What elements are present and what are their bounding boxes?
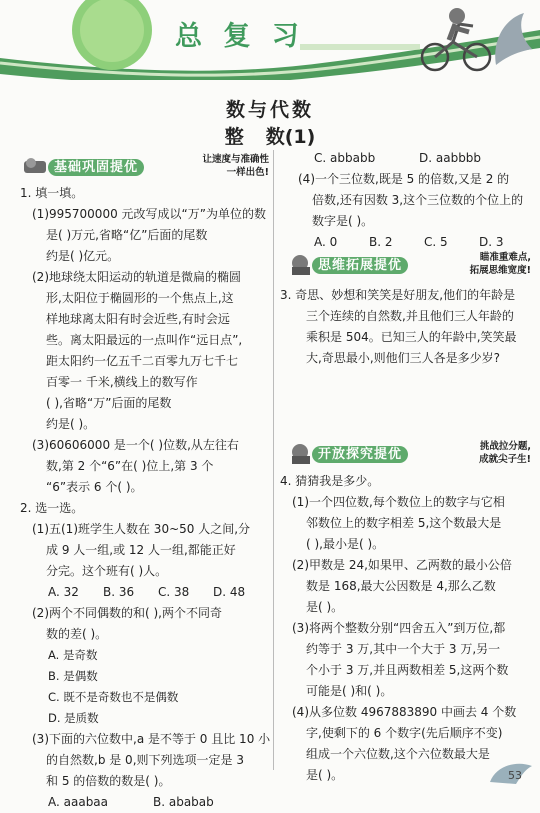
text-line: 样地球离太阳有时会近些,有时会远 — [46, 312, 230, 326]
text-line: 字,使剩下的 6 个数字(先后顺序不变) — [306, 726, 503, 740]
lesson-title — [0, 122, 540, 149]
left-column — [20, 183, 275, 813]
text-line: 1. 填一填。 — [20, 186, 84, 200]
text-line: B. 是偶数 — [48, 669, 98, 683]
text-line: 约等于 3 万,其中一个大于 3 万,另一 — [306, 642, 501, 656]
text-line: (3)60606000 是一个( )位数,从左往右 — [32, 438, 239, 452]
text-line: (1)五(1)班学生人数在 30~50 人之间,分 — [32, 522, 251, 536]
text-line: 成 9 人一组,或 12 人一组,都能正好 — [46, 543, 236, 557]
text-line: A. 是奇数 — [48, 648, 98, 662]
badge-thinking — [286, 253, 536, 277]
text-line — [20, 582, 275, 603]
text-line: 百零一 千米,横线上的数写作 — [46, 375, 198, 389]
text-line: (1)一个四位数,每个数位上的数字与它相 — [292, 495, 505, 509]
text-line: 约是( )。 — [46, 417, 96, 431]
section-title: 数与代数 — [225, 99, 314, 121]
text-line: 和 5 的倍数的数是( )。 — [46, 774, 171, 788]
lesson-title-a: 整 — [224, 126, 266, 148]
badge-open-label: 开放探究提优 — [312, 446, 408, 463]
text-line: (4)一个三位数,既是 5 的倍数,又是 2 的 — [298, 172, 510, 186]
chapter-title: 总 复 习 — [175, 21, 305, 52]
text-line: 数,第 2 个“6”在( )位上,第 3 个 — [46, 459, 214, 473]
text-line: 三个连续的自然数,并且他们三人年龄的 — [306, 309, 514, 323]
text-line: 倍数,还有因数 3,这个三位数的个位上的 — [312, 193, 524, 207]
text-line: 数是 168,最大公因数是 4,那么乙数 — [306, 579, 496, 593]
text-line: 个小于 3 万,并且两数相差 5,这两个数 — [306, 663, 509, 677]
text-line: 大,奇思最小,则他们三人各是多少岁? — [306, 351, 500, 365]
option: D. 3 — [479, 235, 504, 249]
option: A. 0 — [314, 235, 338, 249]
badge-open — [286, 442, 536, 466]
lesson-title-b: 数(1) — [265, 126, 316, 148]
badge-basic-label: 基础巩固提优 — [48, 159, 144, 176]
text-line: (4)从多位数 4967883890 中画去 4 个数 — [292, 705, 517, 719]
text-line: 形,太阳位于椭圆形的一个焦点上,这 — [46, 291, 234, 305]
text-line: 2. 选一选。 — [20, 501, 84, 515]
question-3 — [280, 285, 535, 369]
text-line: 的自然数,b 是 0,则下列选项一定是 3 — [46, 753, 244, 767]
badge-open-motto: 挑战拉分题, 成就尖子生! — [479, 441, 531, 465]
text-line: 乘积是 504。已知三人的年龄中,笑笑最 — [306, 330, 517, 344]
text-line: (2)两个不同偶数的和( ),两个不同奇 — [32, 606, 222, 620]
option: B. 2 — [369, 235, 393, 249]
text-line: 约是( )亿元。 — [46, 249, 120, 263]
option: D. aabbbb — [419, 151, 482, 165]
text-line: (2)地球绕太阳运动的轨道是微扁的椭圆 — [32, 270, 241, 284]
text-line: “6”表示 6 个( )。 — [46, 480, 143, 494]
text-line: 分完。这个班有( )人。 — [46, 564, 168, 578]
text-line: 距太阳约一亿五千二百零九万七千七 — [46, 354, 239, 368]
page-number: 53 — [508, 769, 522, 782]
option: C. abbabb — [314, 151, 376, 165]
text-line: 数的差( )。 — [46, 627, 108, 641]
text-line: 组成一个六位数,这个六位数最大是 — [306, 747, 490, 761]
text-line: 些。离太阳最远的一点叫作“远日点”, — [46, 333, 243, 347]
option: B. 36 — [103, 585, 135, 599]
text-line — [286, 148, 536, 169]
text-line: (3)将两个整数分别“四舍五入”到万位,都 — [292, 621, 506, 635]
question-4 — [280, 471, 538, 786]
text-line: 邻数位上的数字相差 5,这个数最大是 — [306, 516, 502, 530]
text-line: 是( )万元,省略“亿”后面的尾数 — [46, 228, 208, 242]
option: A. aaabaa — [48, 795, 109, 809]
text-line: 3. 奇思、妙想和笑笑是好朋友,他们的年龄是 — [280, 288, 516, 302]
option: A. 32 — [48, 585, 79, 599]
dolphin-illustration — [488, 5, 538, 75]
option: C. 38 — [158, 585, 190, 599]
text-line: 是( )。 — [306, 768, 344, 782]
badge-thinking-label: 思维拓展提优 — [312, 257, 408, 274]
text-line — [286, 232, 536, 253]
text-line: (1)995700000 元改写成以“万”为单位的数 — [32, 207, 266, 221]
text-line: ( ),省略“万”后面的尾数 — [46, 396, 172, 410]
badge-basic-motto: 让速度与准确性 一样出色! — [202, 154, 269, 178]
text-line: (3)下面的六位数中,a 是不等于 0 且比 10 小 — [32, 732, 271, 746]
text-line — [20, 792, 275, 813]
text-line: 可能是( )和( )。 — [306, 684, 393, 698]
text-line: 是( )。 — [306, 600, 344, 614]
option: B. ababab — [153, 795, 214, 809]
option: C. 5 — [424, 235, 448, 249]
right-column-top — [286, 148, 536, 253]
text-line: D. 是质数 — [48, 711, 99, 725]
text-line: C. 既不是奇数也不是偶数 — [48, 690, 179, 704]
text-line: 数字是( )。 — [312, 214, 374, 228]
text-line: ( ),最小是( )。 — [306, 537, 385, 551]
page-number-badge — [486, 756, 536, 786]
text-line: (2)甲数是 24,如果甲、乙两数的最小公倍 — [292, 558, 512, 572]
badge-basic — [22, 155, 272, 179]
badge-thinking-motto: 瞄准重难点, 拓展思维宽度! — [469, 252, 531, 276]
text-line: 4. 猜猜我是多少。 — [280, 474, 380, 488]
option: D. 48 — [213, 585, 246, 599]
